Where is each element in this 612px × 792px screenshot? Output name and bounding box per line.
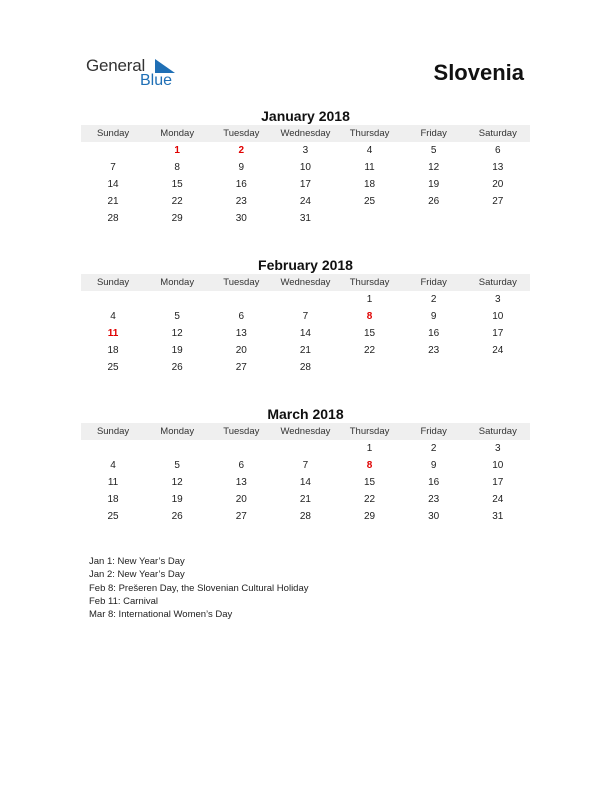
month-title: February 2018 <box>258 257 353 273</box>
day-cell: 1 <box>366 443 373 454</box>
holiday-note: Jan 1: New Year’s Day <box>89 556 185 567</box>
day-cell: 15 <box>364 477 376 488</box>
day-cell <box>273 440 337 457</box>
day-cell: 14 <box>299 328 311 339</box>
weekday-header: Saturday <box>478 277 517 288</box>
day-cell: 18 <box>107 494 119 505</box>
day-cell: 24 <box>492 345 504 356</box>
day-cell: 23 <box>428 494 440 505</box>
weekday-header: Wednesday <box>280 426 331 437</box>
day-cell: 15 <box>364 328 376 339</box>
weekday-header: Thursday <box>349 426 390 437</box>
day-cell: 27 <box>235 362 247 373</box>
day-cell: 5 <box>430 145 437 156</box>
week-row <box>81 508 530 525</box>
day-cell <box>338 359 402 376</box>
day-cell: 17 <box>492 328 504 339</box>
day-cell: 29 <box>171 213 183 224</box>
week-row <box>81 291 530 308</box>
day-cell: 26 <box>428 196 440 207</box>
day-cell: 4 <box>110 311 116 322</box>
day-cell: 19 <box>171 345 183 356</box>
day-cell: 18 <box>364 179 376 190</box>
week-row <box>81 474 530 491</box>
day-cell: 18 <box>107 345 119 356</box>
day-cell: 6 <box>238 460 245 471</box>
weekday-header: Saturday <box>478 128 517 139</box>
week-row <box>81 210 530 227</box>
week-row <box>81 193 530 210</box>
day-cell: 13 <box>235 477 247 488</box>
day-cell <box>466 359 530 376</box>
month-calendar <box>81 107 530 227</box>
week-row <box>81 491 530 508</box>
day-cell: 21 <box>107 196 119 207</box>
weekday-header: Sunday <box>96 426 130 437</box>
week-row <box>81 308 530 325</box>
day-cell: 3 <box>302 145 309 156</box>
weekday-header-row <box>81 274 530 291</box>
weekday-header: Saturday <box>478 426 517 437</box>
weekday-header: Sunday <box>96 277 130 288</box>
day-cell: 11 <box>107 477 119 488</box>
logo-text-blue: Blue <box>140 72 173 89</box>
weekday-header: Monday <box>160 426 195 437</box>
day-cell <box>402 210 466 227</box>
day-cell: 5 <box>174 311 180 322</box>
day-cell: 19 <box>428 179 440 190</box>
day-cell: 6 <box>238 311 245 322</box>
weekday-header: Monday <box>160 277 195 288</box>
day-cell: 4 <box>366 145 373 156</box>
day-cell: 10 <box>492 460 504 471</box>
day-cell: 28 <box>299 362 311 373</box>
day-cell: 3 <box>495 294 501 305</box>
week-row <box>81 440 530 457</box>
day-cell: 4 <box>110 460 116 471</box>
day-cell: 22 <box>171 196 183 207</box>
day-cell <box>81 142 145 159</box>
day-cell: 3 <box>495 443 501 454</box>
month-calendar <box>81 405 530 525</box>
holiday-day-cell: 2 <box>238 145 245 156</box>
day-cell: 16 <box>235 179 247 190</box>
day-cell: 21 <box>299 345 311 356</box>
day-cell: 31 <box>299 213 311 224</box>
day-cell: 17 <box>299 179 311 190</box>
day-cell: 31 <box>492 511 504 522</box>
day-cell: 14 <box>107 179 119 190</box>
day-cell <box>209 440 273 457</box>
day-cell: 10 <box>492 311 504 322</box>
day-cell: 22 <box>364 494 376 505</box>
day-cell: 30 <box>235 213 247 224</box>
weekday-header-row <box>81 423 530 440</box>
weekday-header: Tuesday <box>223 277 260 288</box>
week-row <box>81 142 530 159</box>
weekday-header: Tuesday <box>223 128 260 139</box>
day-cell: 20 <box>492 179 504 190</box>
day-cell: 2 <box>430 294 437 305</box>
weekday-header: Sunday <box>96 128 130 139</box>
day-cell: 1 <box>366 294 373 305</box>
day-cell: 23 <box>235 196 247 207</box>
logo-text-general: General <box>86 56 146 75</box>
month-calendar <box>81 256 530 376</box>
day-cell: 6 <box>495 145 501 156</box>
day-cell: 2 <box>430 443 437 454</box>
weekday-header: Friday <box>420 426 447 437</box>
weekday-header: Wednesday <box>280 277 331 288</box>
day-cell: 30 <box>428 511 440 522</box>
holiday-notes <box>89 555 309 621</box>
weekday-header: Friday <box>420 277 447 288</box>
day-cell: 28 <box>107 213 119 224</box>
logo-triangle-icon <box>155 59 175 73</box>
day-cell <box>466 210 530 227</box>
day-cell: 25 <box>107 511 119 522</box>
week-row <box>81 359 530 376</box>
day-cell: 26 <box>171 362 183 373</box>
week-row <box>81 325 530 342</box>
day-cell: 13 <box>492 162 504 173</box>
country-title: Slovenia <box>433 60 524 85</box>
generalblue-logo <box>86 56 186 92</box>
day-cell: 10 <box>299 162 311 173</box>
day-cell: 8 <box>174 162 180 173</box>
weekday-header: Tuesday <box>223 426 260 437</box>
holiday-day-cell: 8 <box>366 311 373 322</box>
day-cell: 7 <box>110 162 116 173</box>
day-cell <box>338 210 402 227</box>
weekday-header-row <box>81 125 530 142</box>
day-cell <box>145 291 209 308</box>
day-cell: 12 <box>428 162 440 173</box>
day-cell: 27 <box>492 196 504 207</box>
day-cell: 5 <box>174 460 180 471</box>
weekday-header: Wednesday <box>280 128 331 139</box>
day-cell: 20 <box>235 345 247 356</box>
day-cell: 16 <box>428 477 440 488</box>
day-cell <box>81 440 145 457</box>
day-cell: 19 <box>171 494 183 505</box>
day-cell: 13 <box>235 328 247 339</box>
day-cell: 25 <box>107 362 119 373</box>
day-cell: 24 <box>299 196 311 207</box>
day-cell: 7 <box>302 311 309 322</box>
day-cell <box>209 291 273 308</box>
day-cell <box>273 291 337 308</box>
day-cell: 20 <box>235 494 247 505</box>
day-cell: 12 <box>171 328 183 339</box>
day-cell: 22 <box>364 345 376 356</box>
day-cell: 16 <box>428 328 440 339</box>
day-cell: 24 <box>492 494 504 505</box>
week-row <box>81 342 530 359</box>
holiday-day-cell: 8 <box>366 460 373 471</box>
day-cell: 23 <box>428 345 440 356</box>
day-cell: 21 <box>299 494 311 505</box>
day-cell: 7 <box>302 460 309 471</box>
day-cell: 15 <box>171 179 183 190</box>
weekday-header: Thursday <box>349 128 390 139</box>
weekday-header: Monday <box>160 128 195 139</box>
holiday-day-cell: 1 <box>174 145 180 156</box>
holiday-note: Feb 11: Carnival <box>89 595 158 607</box>
month-title: March 2018 <box>267 406 344 422</box>
day-cell: 9 <box>238 162 245 173</box>
day-cell: 27 <box>235 511 247 522</box>
holiday-note: Jan 2: New Year’s Day <box>89 569 185 581</box>
day-cell: 17 <box>492 477 504 488</box>
day-cell: 29 <box>364 511 376 522</box>
day-cell: 9 <box>430 460 437 471</box>
holiday-day-cell: 11 <box>107 328 119 339</box>
week-row <box>81 457 530 474</box>
day-cell: 25 <box>364 196 376 207</box>
weekday-header: Thursday <box>349 277 390 288</box>
day-cell <box>402 359 466 376</box>
week-row <box>81 159 530 176</box>
day-cell: 9 <box>430 311 437 322</box>
day-cell: 26 <box>171 511 183 522</box>
day-cell: 11 <box>364 162 375 173</box>
holiday-note: Mar 8: International Women’s Day <box>89 609 233 621</box>
day-cell <box>145 440 209 457</box>
day-cell: 28 <box>299 511 311 522</box>
day-cell <box>81 291 145 308</box>
weekday-header: Friday <box>420 128 447 139</box>
day-cell: 12 <box>171 477 183 488</box>
month-title: January 2018 <box>261 108 350 124</box>
week-row <box>81 176 530 193</box>
holiday-note: Feb 8: Prešeren Day, the Slovenian Cultural Holiday <box>89 582 309 594</box>
day-cell: 14 <box>299 477 311 488</box>
